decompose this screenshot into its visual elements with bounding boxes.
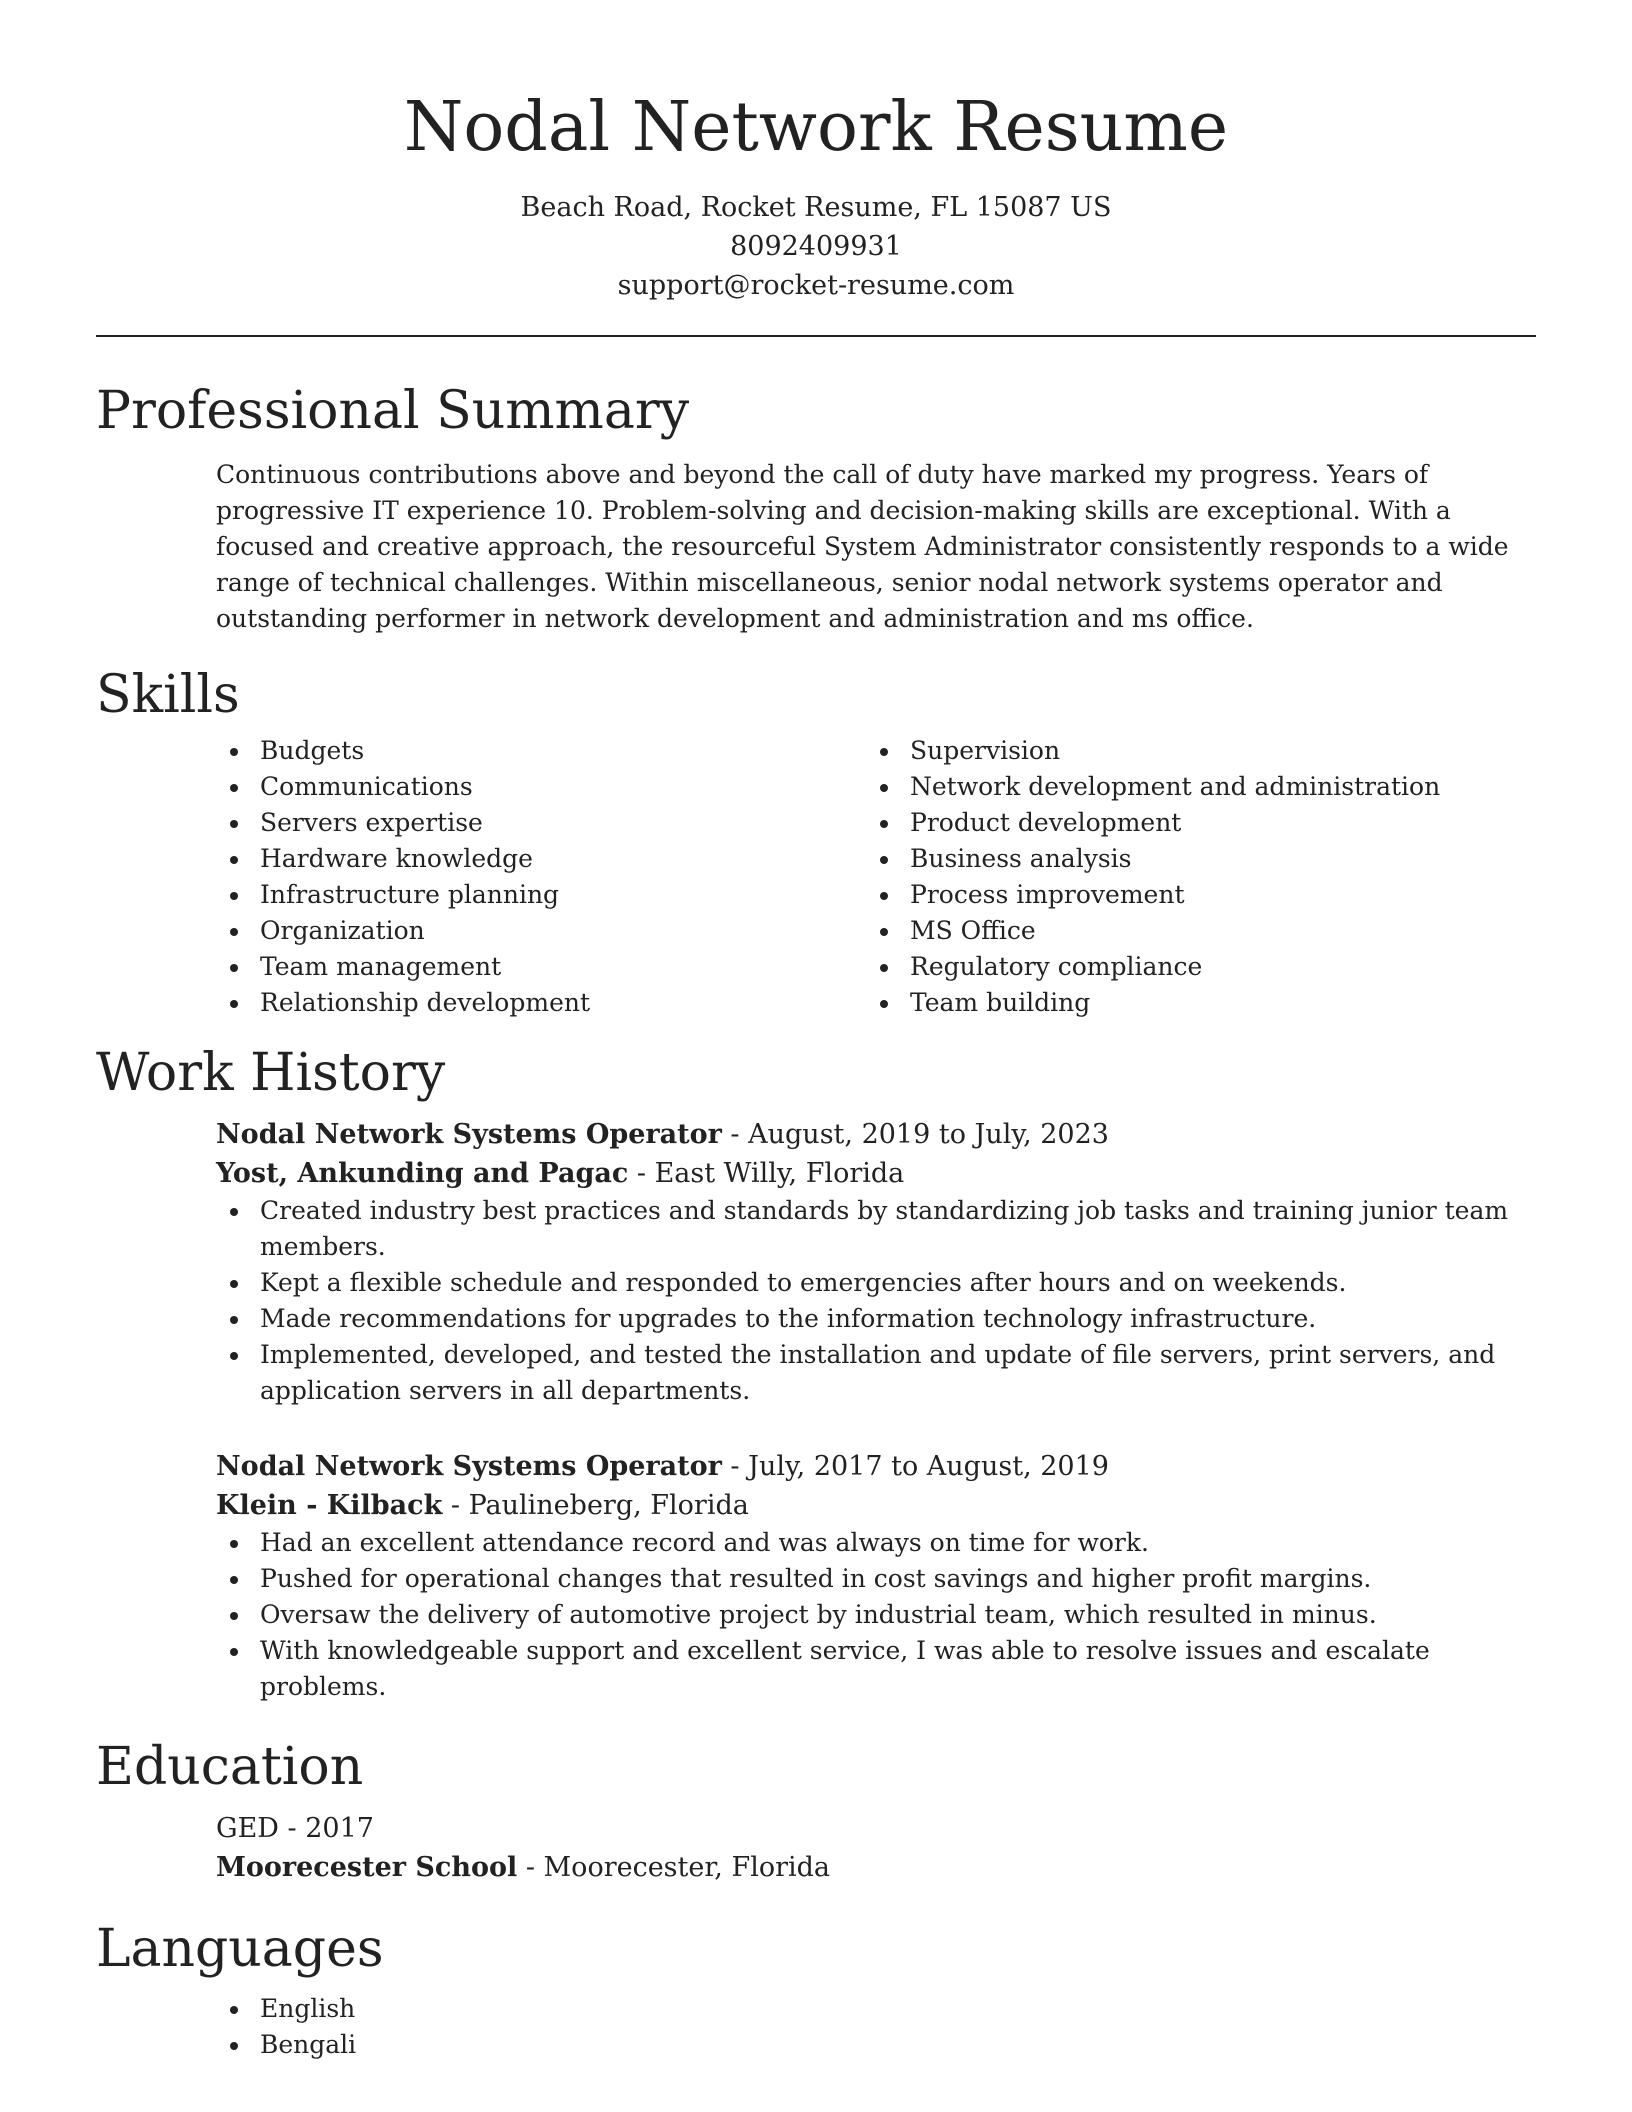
work-history-body bbox=[216, 1115, 1536, 1705]
job-duties bbox=[216, 1525, 1536, 1705]
job-duty: Made recommendations for upgrades to the information technology infrastructure. bbox=[216, 1301, 1536, 1337]
skill-item: Business analysis bbox=[866, 841, 1516, 877]
skills-column-right bbox=[866, 733, 1516, 1021]
job-entry bbox=[216, 1447, 1536, 1705]
languages-heading: Languages bbox=[96, 1919, 384, 1979]
summary-heading: Professional Summary bbox=[96, 381, 690, 441]
work-history-heading: Work History bbox=[96, 1043, 446, 1103]
job-dates: - July, 2017 to August, 2019 bbox=[721, 1451, 1109, 1482]
skills-grid bbox=[216, 733, 1536, 1021]
skill-item: MS Office bbox=[866, 913, 1516, 949]
education-school: Moorecester School bbox=[216, 1852, 518, 1883]
job-position: Nodal Network Systems Operator bbox=[216, 1451, 722, 1482]
job-company: Klein - Kilback bbox=[216, 1490, 443, 1521]
education-degree: GED - 2017 bbox=[216, 1813, 374, 1844]
education-location: - Moorecester, Florida bbox=[517, 1852, 831, 1883]
education-entry bbox=[216, 1809, 1536, 1887]
languages-list bbox=[216, 1991, 1536, 2063]
summary-text: Continuous contributions above and beyond the call of duty have marked my progress. Years of progressive IT experience 10. Problem-solving and decision-making skills are exceptional. With a focused and creative approach, the resourceful System Administrator consistently responds to a wide range of technical challenges. Within miscellaneous, senior nodal network systems operator and outstanding performer in network development and administration and ms office. bbox=[216, 460, 1509, 633]
language-item: English bbox=[216, 1991, 1536, 2027]
contact-phone: 8092409931 bbox=[730, 231, 902, 262]
skills-heading: Skills bbox=[96, 665, 240, 725]
job-duties bbox=[216, 1193, 1536, 1409]
job-duty: Oversaw the delivery of automotive project by industrial team, which resulted in minus. bbox=[216, 1597, 1536, 1633]
languages-body bbox=[216, 1991, 1536, 2063]
header-divider bbox=[96, 335, 1536, 337]
job-location: - East Willy, Florida bbox=[628, 1158, 905, 1189]
skill-item: Budgets bbox=[216, 733, 866, 769]
job-duty: Pushed for operational changes that resulted in cost savings and higher profit margins. bbox=[216, 1561, 1536, 1597]
job-title-line bbox=[216, 1447, 1536, 1486]
job-company: Yost, Ankunding and Pagac bbox=[216, 1158, 629, 1189]
skill-item: Relationship development bbox=[216, 985, 866, 1021]
skills-column-left bbox=[216, 733, 866, 1021]
job-duty: Created industry best practices and standards by standardizing job tasks and training junior team members. bbox=[216, 1193, 1536, 1265]
job-company-line bbox=[216, 1154, 1536, 1193]
skill-item: Process improvement bbox=[866, 877, 1516, 913]
skill-item: Servers expertise bbox=[216, 805, 866, 841]
resume-page bbox=[96, 0, 1536, 2063]
skill-item: Regulatory compliance bbox=[866, 949, 1516, 985]
skill-item: Supervision bbox=[866, 733, 1516, 769]
job-dates: - August, 2019 to July, 2023 bbox=[721, 1119, 1109, 1150]
contact-email: support@rocket-resume.com bbox=[617, 270, 1015, 301]
education-heading: Education bbox=[96, 1737, 364, 1797]
resume-name: Nodal Network Resume bbox=[403, 88, 1229, 167]
skill-item: Network development and administration bbox=[866, 769, 1516, 805]
job-position: Nodal Network Systems Operator bbox=[216, 1119, 722, 1150]
job-duty: With knowledgeable support and excellent service, I was able to resolve issues and escalate problems. bbox=[216, 1633, 1536, 1705]
job-location: - Paulineberg, Florida bbox=[442, 1490, 749, 1521]
skill-item: Organization bbox=[216, 913, 866, 949]
skill-item: Infrastructure planning bbox=[216, 877, 866, 913]
contact-address: Beach Road, Rocket Resume, FL 15087 US bbox=[520, 192, 1112, 223]
skill-item: Communications bbox=[216, 769, 866, 805]
education-school-line bbox=[216, 1848, 1536, 1887]
skill-item: Product development bbox=[866, 805, 1516, 841]
job-duty: Kept a flexible schedule and responded to emergencies after hours and on weekends. bbox=[216, 1265, 1536, 1301]
job-title-line bbox=[216, 1115, 1536, 1154]
skill-item: Team management bbox=[216, 949, 866, 985]
job-entry bbox=[216, 1115, 1536, 1409]
job-company-line bbox=[216, 1486, 1536, 1525]
contact-block bbox=[96, 188, 1536, 305]
job-duty: Implemented, developed, and tested the installation and update of file servers, print servers, and application servers in all departments. bbox=[216, 1337, 1536, 1409]
skill-item: Hardware knowledge bbox=[216, 841, 866, 877]
skill-item: Team building bbox=[866, 985, 1516, 1021]
language-item: Bengali bbox=[216, 2027, 1536, 2063]
job-duty: Had an excellent attendance record and was always on time for work. bbox=[216, 1525, 1536, 1561]
